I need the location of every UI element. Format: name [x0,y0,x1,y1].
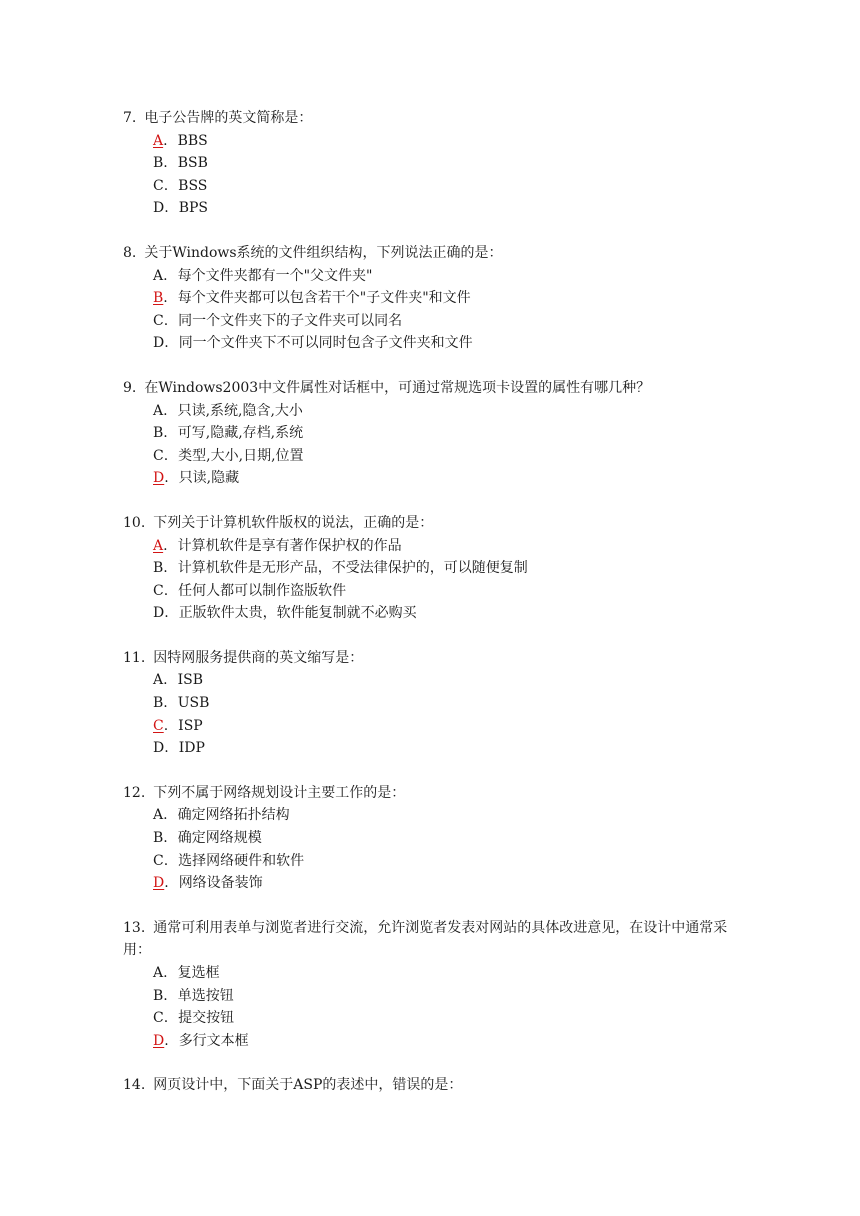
option-text: 每个文件夹都有一个"父文件夹" [177,267,373,284]
option-text: 计算机软件是享有著作保护权的作品 [177,537,402,554]
option-text: 正版软件太贵，软件能复制就不必购买 [178,605,417,622]
option-text: 同一个文件夹下的子文件夹可以同名 [178,312,403,329]
option-text: 单选按钮 [177,987,234,1004]
option-text: 只读,系统,隐含,大小 [177,402,303,419]
option-separator: . [163,717,169,734]
option-a [123,130,743,153]
option-separator: . [164,335,169,352]
option-text: 类型,大小,日期,位置 [178,447,304,464]
option-a [123,535,743,558]
question-number: 13. [123,919,146,936]
option-separator: . [164,740,169,757]
question-number: 7. [123,110,137,126]
question-number: 10. [123,514,146,531]
question-number: 12. [123,784,146,801]
question-text: 电子公告牌的英文简称是： [144,110,313,126]
option-d [123,197,743,220]
option-a [123,804,743,827]
option-d [123,602,743,625]
question-stem [123,242,743,265]
option-text: 可写,隐藏,存档,系统 [177,425,304,442]
option-text: 复选框 [177,965,220,981]
correct-answer-letter: B [153,290,164,307]
option-a [123,962,743,985]
option-c [123,1007,743,1030]
question-stem [123,377,743,400]
option-separator: . [164,1032,169,1049]
option-text: 每个文件夹都可以包含若干个"子文件夹"和文件 [177,290,471,307]
question-text: 通常可利用表单与浏览者进行交流，允许浏览者发表对网站的具体改进意见，在设计中通常采用： [123,919,728,959]
option-separator: . [163,267,168,284]
option-b [123,422,743,445]
option-letter: A [153,807,164,824]
option-d [123,467,743,490]
option-separator: . [163,560,168,577]
question-number: 11. [123,649,146,666]
option-text: 网络设备装饰 [178,875,263,892]
correct-answer-letter: D [153,470,165,487]
question-stem [123,1074,743,1097]
option-d [123,872,743,895]
option-letter: A [153,267,164,284]
option-text: USB [177,695,210,712]
option-letter: C [153,177,164,194]
option-a [123,669,743,692]
option-separator: . [163,852,169,869]
option-separator: . [163,447,169,464]
option-b [123,557,743,580]
question-number: 14. [123,1077,146,1094]
option-b [123,827,743,850]
option-separator: . [163,132,168,149]
option-separator: . [163,830,168,847]
option-separator: . [163,290,168,307]
option-b [123,152,743,175]
question-2 [123,377,743,490]
option-text: 确定网络拓扑结构 [177,807,290,824]
option-c [123,445,743,468]
option-text: BBS [177,132,208,149]
question-5 [123,782,743,895]
option-b [123,985,743,1008]
option-letter: C [153,1010,164,1027]
option-separator: . [163,695,168,712]
question-stem [123,107,743,130]
option-c [123,850,743,873]
option-letter: C [153,852,164,869]
option-text: 任何人都可以制作盗版软件 [178,582,347,599]
option-separator: . [163,582,169,599]
option-letter: A [153,965,164,981]
option-letter: B [153,695,164,712]
option-text: ISB [177,672,203,689]
option-d [123,737,743,760]
question-1 [123,242,743,355]
option-letter: B [153,425,164,442]
option-separator: . [164,200,169,217]
option-c [123,175,743,198]
option-text: BSS [178,177,208,194]
option-text: BSB [177,155,208,172]
option-b [123,692,743,715]
option-separator: . [164,470,169,487]
question-number: 8. [123,244,137,261]
option-letter: D [153,605,165,622]
question-text: 网页设计中，下面关于ASP的表述中，错误的是： [153,1077,463,1094]
correct-answer-letter: A [153,132,164,149]
option-separator: . [163,155,168,172]
correct-answer-letter: C [153,717,164,734]
option-separator: . [163,177,169,194]
question-text: 因特网服务提供商的英文缩写是： [153,649,364,666]
question-6 [123,917,743,1053]
option-a [123,265,743,288]
option-text: 提交按钮 [178,1010,235,1027]
option-text: BPS [178,200,208,217]
option-letter: C [153,312,164,329]
option-separator: . [163,987,168,1004]
question-text: 下列关于计算机软件版权的说法，正确的是： [153,514,434,531]
option-c [123,310,743,333]
question-stem [123,512,743,535]
option-text: 选择网络硬件和软件 [178,852,305,869]
option-separator: . [163,312,169,329]
option-separator: . [163,807,168,824]
option-separator: . [163,672,168,689]
option-letter: B [153,987,164,1004]
option-letter: B [153,155,164,172]
option-separator: . [164,875,169,892]
question-page [123,107,743,1119]
question-0 [123,107,743,220]
option-separator: . [164,605,169,622]
option-text: 同一个文件夹下不可以同时包含子文件夹和文件 [178,335,473,352]
question-4 [123,647,743,760]
option-separator: . [163,425,168,442]
question-text: 在Windows2003中文件属性对话框中，可通过常规选项卡设置的属性有哪几种？ [144,379,651,396]
option-letter: A [153,672,164,689]
option-separator: . [163,537,168,554]
option-text: 确定网络规模 [177,830,262,847]
option-d [123,1030,743,1053]
option-letter: D [153,200,165,217]
option-b [123,287,743,310]
option-text: IDP [178,740,205,757]
option-letter: A [153,402,164,419]
option-c [123,580,743,603]
option-separator: . [163,965,168,981]
option-letter: B [153,560,164,577]
option-letter: D [153,740,165,757]
option-a [123,400,743,423]
question-text: 下列不属于网络规划设计主要工作的是： [153,784,406,801]
option-separator: . [163,402,168,419]
option-text: 多行文本框 [178,1032,249,1049]
question-3 [123,512,743,625]
question-stem [123,917,743,962]
option-text: ISP [178,717,203,734]
correct-answer-letter: D [153,875,165,892]
question-stem [123,782,743,805]
option-separator: . [163,1010,169,1027]
option-text: 只读,隐藏 [178,470,240,487]
option-letter: B [153,830,164,847]
option-text: 计算机软件是无形产品，不受法律保护的，可以随便复制 [177,560,528,577]
correct-answer-letter: A [153,537,164,554]
option-letter: C [153,447,164,464]
option-letter: D [153,335,165,352]
question-7 [123,1074,743,1097]
option-c [123,715,743,738]
question-number: 9. [123,379,137,396]
question-stem [123,647,743,670]
question-text: 关于Windows系统的文件组织结构，下列说法正确的是： [144,244,503,261]
correct-answer-letter: D [153,1032,165,1049]
option-letter: C [153,582,164,599]
option-d [123,332,743,355]
